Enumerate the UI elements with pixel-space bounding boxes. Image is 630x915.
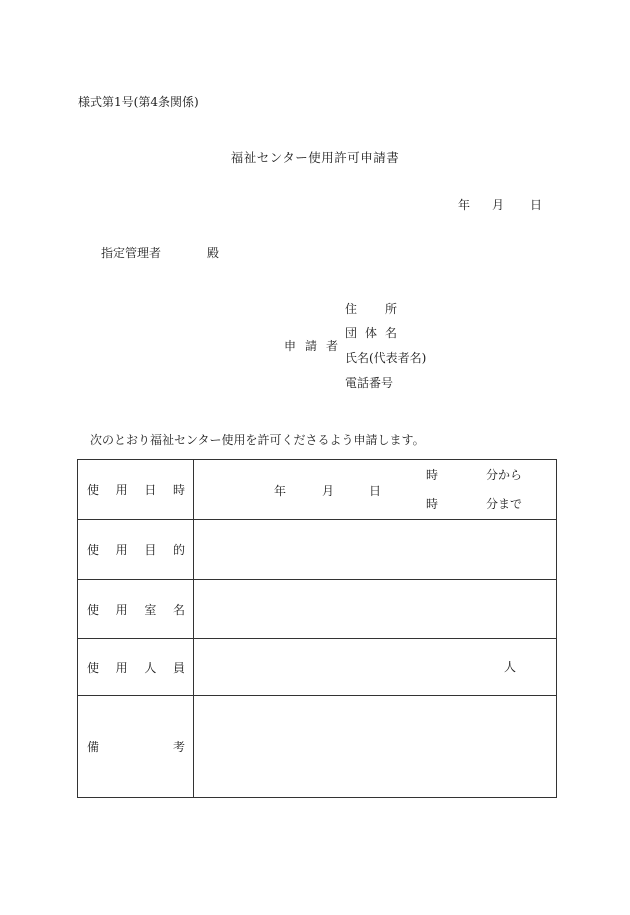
label-cell-datetime [78,460,194,520]
applicant-group-label: 団体名 [345,326,406,340]
label-people: 使 用 人 員 [87,660,185,675]
applicant-address-label [345,303,397,315]
label-room: 使 用 室 名 [87,602,185,617]
form-number: 様式第1号(第4条関係) [78,95,199,109]
value-cell-people[interactable] [194,639,557,696]
label-purpose: 使 用 目 的 [87,543,185,557]
datetime-hour-from-label: 時 [426,468,439,482]
value-cell-room[interactable] [194,580,557,639]
table-row-people [78,639,557,696]
label-cell-people [78,639,194,696]
applicant-name-label: 氏名(代表者名) [345,351,427,365]
label-cell-remarks [78,696,194,798]
applicant-label: 申請者 [284,339,348,353]
datetime-year-label: 年 [274,484,287,498]
date-day-label: 日 [530,198,543,212]
label-cell-purpose [78,520,194,580]
datetime-minute-from-label: 分から [486,468,523,482]
address-char-2: 所 [385,302,398,316]
value-cell-datetime[interactable] [194,460,557,520]
datetime-hour-to-label: 時 [426,497,439,511]
datetime-day-label: 日 [369,484,382,498]
table-row-purpose [78,520,557,580]
document-title: 福祉センター使用許可申請書 [230,150,400,165]
datetime-month-label: 月 [322,484,335,498]
value-cell-purpose[interactable] [194,520,557,580]
label-datetime: 使 用 日 時 [87,483,185,497]
label-cell-room [78,580,194,639]
label-remarks: 備 考 [87,740,185,754]
addressee-name: 指定管理者 [101,246,162,260]
value-cell-remarks[interactable] [194,696,557,798]
datetime-minute-to-label: 分まで [486,497,523,511]
table-row-remarks [78,696,557,798]
people-unit-label: 人 [504,660,517,674]
application-table [77,459,557,798]
applicant-phone-label: 電話番号 [345,376,394,390]
date-year-label: 年 [458,198,471,212]
table-row-room [78,580,557,639]
addressee-honorific: 殿 [207,246,220,260]
address-char-1: 住 [345,302,358,316]
date-month-label: 月 [492,198,505,212]
request-sentence: 次のとおり福祉センター使用を許可くださるよう申請します。 [90,433,425,447]
table-row-datetime [78,460,557,520]
